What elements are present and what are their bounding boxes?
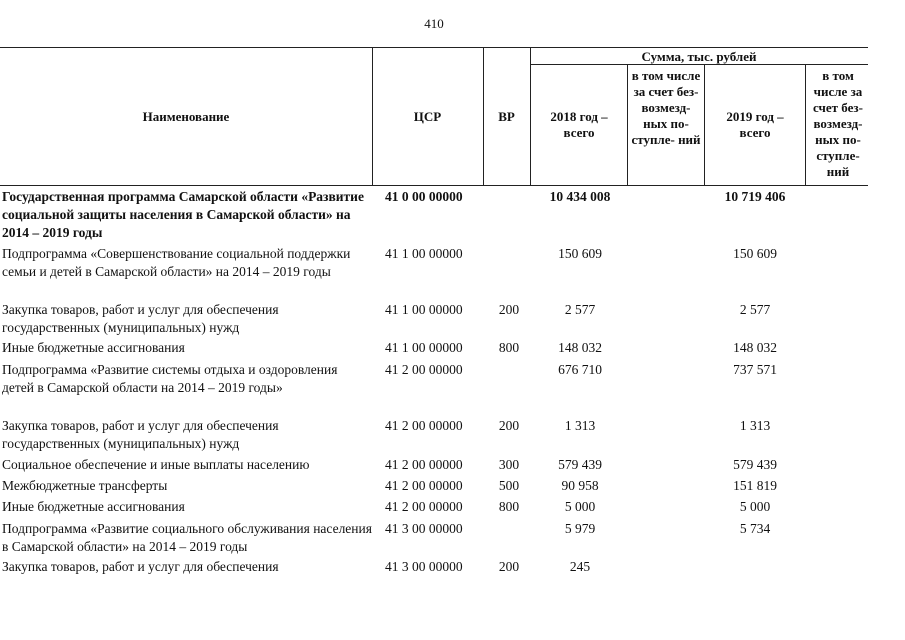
row-csr: 41 1 00 00000 (385, 340, 463, 355)
row-sum-2018: 676 710 (558, 362, 602, 377)
row-name: Закупка товаров, работ и услуг для обеспечения государственных (муниципальных) нужд (2, 418, 279, 451)
row-csr: 41 2 00 00000 (385, 478, 463, 493)
row-csr: 41 3 00 00000 (385, 559, 463, 574)
header-vr: ВР (498, 109, 515, 124)
row-csr: 41 1 00 00000 (385, 246, 463, 261)
row-sum-2018: 245 (569, 559, 591, 574)
row-sum-2019: 150 609 (733, 246, 777, 261)
row-vr: 800 (498, 340, 520, 355)
col-divider-4 (627, 64, 628, 186)
row-csr: 41 2 00 00000 (385, 499, 463, 514)
row-vr: 300 (498, 457, 520, 472)
row-sum-2019: 1 313 (739, 418, 771, 433)
row-name: Подпрограмма «Развитие системы отдыха и оздоровления детей в Самарской области на 2014 – 2019 годы» (2, 362, 338, 395)
header-csr: ЦСР (413, 109, 442, 124)
row-sum-2019: 2 577 (739, 302, 771, 317)
page-number: 410 (424, 16, 444, 31)
header-bottom-rule (0, 185, 868, 186)
row-csr: 41 2 00 00000 (385, 418, 463, 433)
row-csr: 41 0 00 00000 (385, 189, 463, 204)
row-sum-2018: 150 609 (558, 246, 602, 261)
row-vr: 800 (498, 499, 520, 514)
header-top-rule (0, 47, 868, 48)
row-csr: 41 2 00 00000 (385, 457, 463, 472)
col-divider-5 (704, 64, 705, 186)
header-2018-free: в том числе за счет без- возмезд- ных по- ступле- ний (631, 68, 701, 147)
row-sum-2018: 579 439 (558, 457, 602, 472)
header-2019-free: в том числе за счет без- возмезд- ных по- ступле- ний (813, 68, 863, 179)
row-sum-2018: 148 032 (558, 340, 602, 355)
header-2018-total: 2018 год – всего (550, 109, 608, 140)
row-name: Иные бюджетные ассигнования (2, 340, 185, 355)
row-sum-2018: 5 979 (564, 521, 596, 536)
row-sum-2019: 151 819 (733, 478, 777, 493)
row-sum-2018: 1 313 (564, 418, 596, 433)
row-name: Подпрограмма «Развитие социального обслуживания населения в Самарской области» на 2014 – 2019 годы (2, 521, 372, 554)
row-name: Закупка товаров, работ и услуг для обеспечения (2, 559, 279, 574)
header-sum-group: Сумма, тыс. рублей (641, 49, 757, 64)
row-vr: 200 (498, 418, 520, 433)
row-vr: 200 (498, 302, 520, 317)
row-sum-2019: 737 571 (733, 362, 777, 377)
row-name: Иные бюджетные ассигнования (2, 499, 185, 514)
header-name: Наименование (142, 109, 230, 124)
col-divider-6 (805, 64, 806, 186)
row-csr: 41 2 00 00000 (385, 362, 463, 377)
col-divider-3 (530, 47, 531, 186)
row-vr: 500 (498, 478, 520, 493)
row-name: Государственная программа Самарской области «Развитие социальной защиты населения в Самарской области» на 2014 – 2019 годы (2, 189, 364, 240)
row-name: Межбюджетные трансферты (2, 478, 168, 493)
row-sum-2019: 5 734 (739, 521, 771, 536)
row-csr: 41 3 00 00000 (385, 521, 463, 536)
header-2019-total: 2019 год – всего (726, 109, 784, 140)
row-name: Подпрограмма «Совершенствование социальной поддержки семьи и детей в Самарской области» на 2014 – 2019 годы (2, 246, 351, 279)
row-sum-2018: 90 958 (561, 478, 599, 493)
row-csr: 41 1 00 00000 (385, 302, 463, 317)
row-sum-2019: 10 719 406 (724, 189, 786, 204)
row-sum-2018: 5 000 (564, 499, 596, 514)
row-sum-2019: 148 032 (733, 340, 777, 355)
table-header (0, 47, 868, 185)
row-sum-2018: 2 577 (564, 302, 596, 317)
row-name: Социальное обеспечение и иные выплаты населению (2, 457, 310, 472)
row-sum-2019: 579 439 (733, 457, 777, 472)
row-sum-2018: 10 434 008 (549, 189, 611, 204)
row-name: Закупка товаров, работ и услуг для обеспечения государственных (муниципальных) нужд (2, 302, 279, 335)
row-sum-2019: 5 000 (739, 499, 771, 514)
row-vr: 200 (498, 559, 520, 574)
